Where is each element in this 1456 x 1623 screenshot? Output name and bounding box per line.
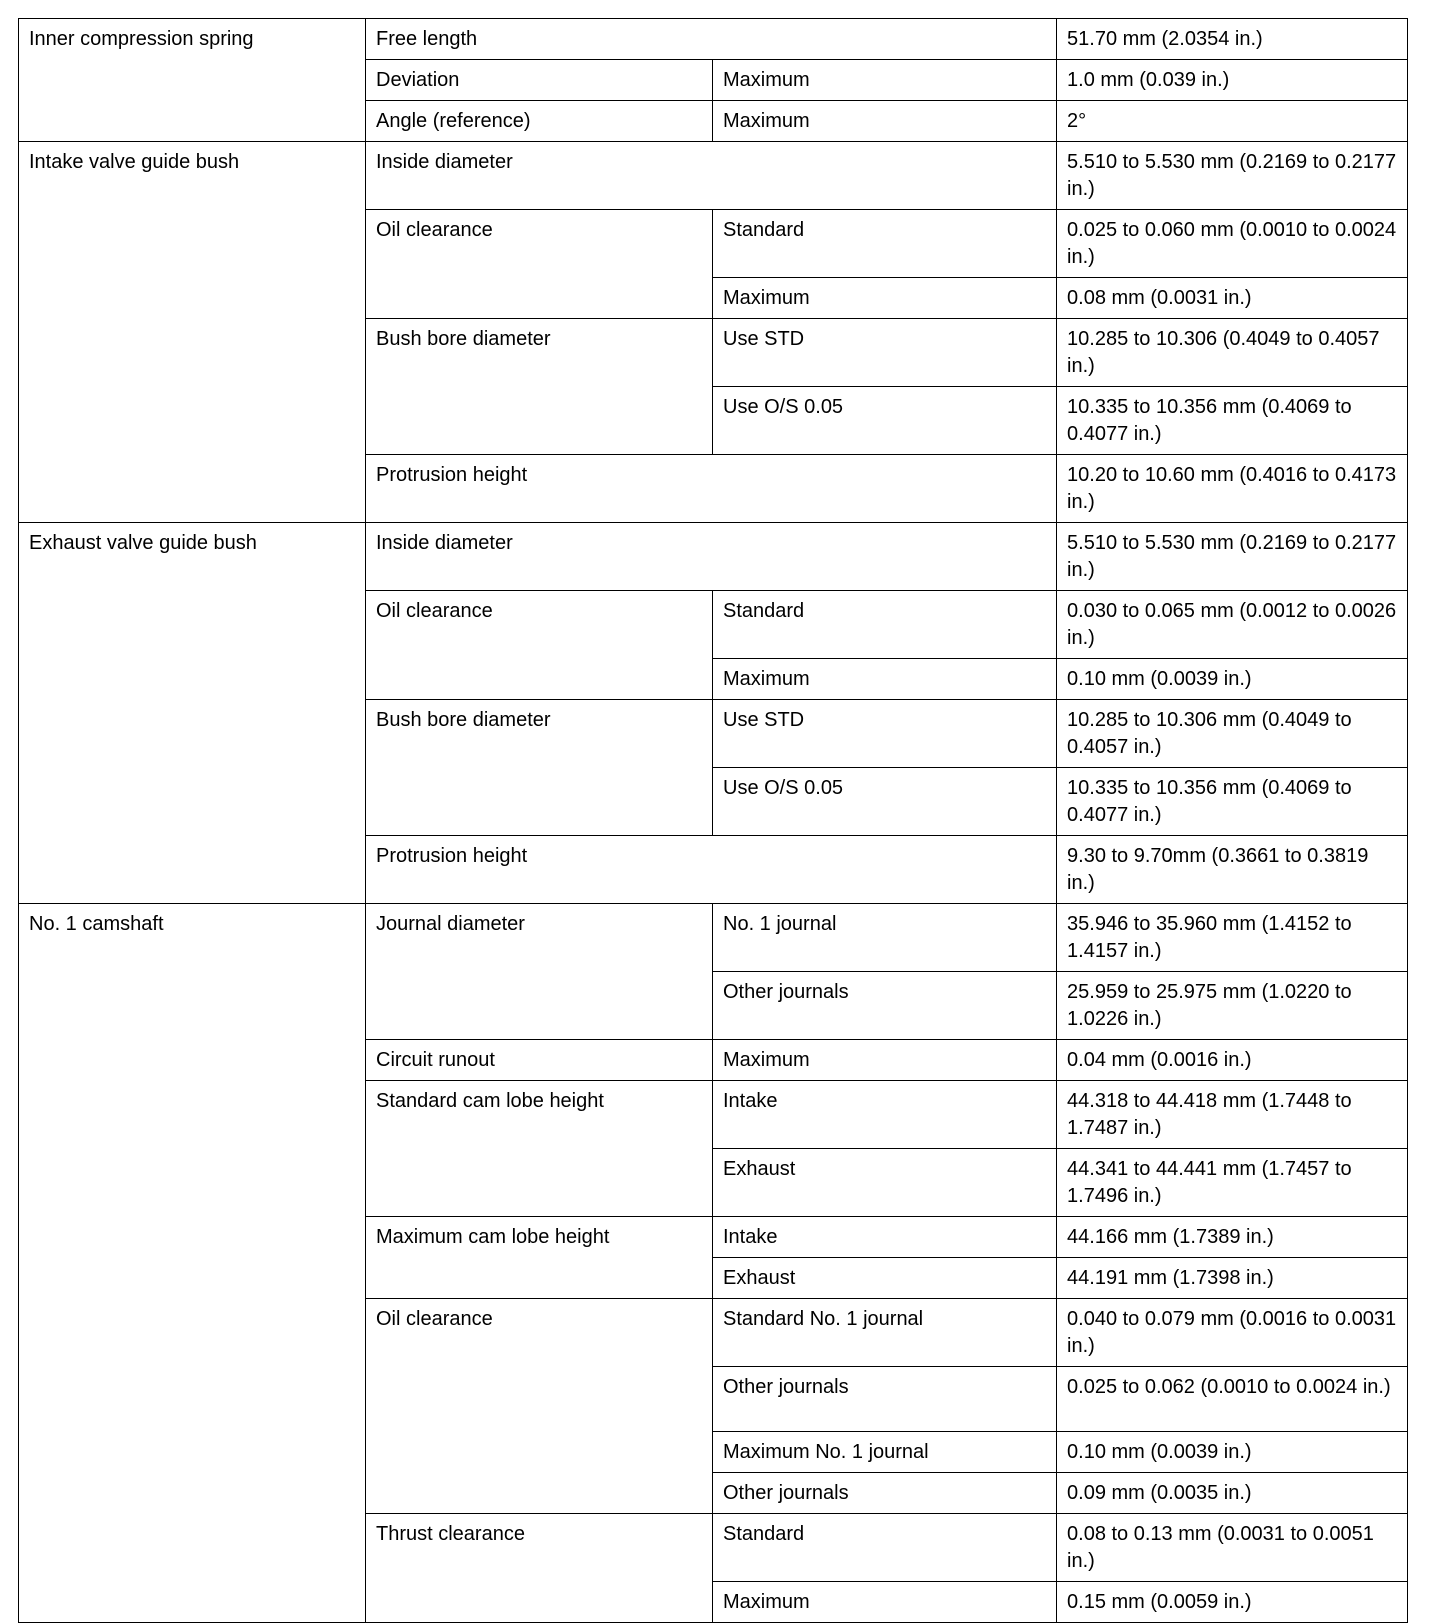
condition-cell: Maximum xyxy=(713,101,1057,142)
component-cell: No. 1 camshaft xyxy=(19,904,366,1623)
value-cell: 10.285 to 10.306 (0.4049 to 0.4057 in.) xyxy=(1057,319,1408,387)
condition-cell: Maximum xyxy=(713,659,1057,700)
component-cell: Intake valve guide bush xyxy=(19,142,366,523)
value-cell: 2° xyxy=(1057,101,1408,142)
item-cell: Thrust clearance xyxy=(366,1514,713,1623)
value-cell: 0.10 mm (0.0039 in.) xyxy=(1057,1432,1408,1473)
condition-cell: No. 1 journal xyxy=(713,904,1057,972)
value-cell: 51.70 mm (2.0354 in.) xyxy=(1057,19,1408,60)
condition-cell: Standard xyxy=(713,591,1057,659)
item-cell: Oil clearance xyxy=(366,591,713,700)
item-cell: Oil clearance xyxy=(366,1299,713,1514)
table-row xyxy=(19,19,1408,60)
value-cell: 0.10 mm (0.0039 in.) xyxy=(1057,659,1408,700)
value-cell: 0.08 mm (0.0031 in.) xyxy=(1057,278,1408,319)
value-cell: 44.166 mm (1.7389 in.) xyxy=(1057,1217,1408,1258)
condition-cell: Exhaust xyxy=(713,1258,1057,1299)
value-cell: 0.025 to 0.060 mm (0.0010 to 0.0024 in.) xyxy=(1057,210,1408,278)
spec-table xyxy=(18,18,1408,1623)
item-cell: Circuit runout xyxy=(366,1040,713,1081)
condition-cell: Intake xyxy=(713,1081,1057,1149)
value-cell: 0.025 to 0.062 (0.0010 to 0.0024 in.) xyxy=(1057,1367,1408,1432)
value-cell: 44.341 to 44.441 mm (1.7457 to 1.7496 in.) xyxy=(1057,1149,1408,1217)
condition-cell: Maximum xyxy=(713,60,1057,101)
value-cell: 1.0 mm (0.039 in.) xyxy=(1057,60,1408,101)
value-cell: 44.191 mm (1.7398 in.) xyxy=(1057,1258,1408,1299)
item-cell: Protrusion height xyxy=(366,455,1057,523)
item-cell: Journal diameter xyxy=(366,904,713,1040)
condition-cell: Other journals xyxy=(713,972,1057,1040)
item-cell: Deviation xyxy=(366,60,713,101)
component-cell: Inner compression spring xyxy=(19,19,366,142)
condition-cell: Use STD xyxy=(713,700,1057,768)
condition-cell: Use O/S 0.05 xyxy=(713,387,1057,455)
table-row xyxy=(19,904,1408,972)
item-cell: Free length xyxy=(366,19,1057,60)
value-cell: 0.15 mm (0.0059 in.) xyxy=(1057,1582,1408,1623)
condition-cell: Maximum xyxy=(713,1040,1057,1081)
condition-cell: Intake xyxy=(713,1217,1057,1258)
condition-cell: Standard xyxy=(713,1514,1057,1582)
condition-cell: Standard No. 1 journal xyxy=(713,1299,1057,1367)
value-cell: 10.285 to 10.306 mm (0.4049 to 0.4057 in.) xyxy=(1057,700,1408,768)
item-cell: Protrusion height xyxy=(366,836,1057,904)
item-cell: Bush bore diameter xyxy=(366,700,713,836)
component-cell: Exhaust valve guide bush xyxy=(19,523,366,904)
value-cell: 25.959 to 25.975 mm (1.0220 to 1.0226 in.) xyxy=(1057,972,1408,1040)
value-cell: 0.09 mm (0.0035 in.) xyxy=(1057,1473,1408,1514)
value-cell: 10.335 to 10.356 mm (0.4069 to 0.4077 in.) xyxy=(1057,768,1408,836)
table-row xyxy=(19,142,1408,210)
value-cell: 0.030 to 0.065 mm (0.0012 to 0.0026 in.) xyxy=(1057,591,1408,659)
value-cell: 35.946 to 35.960 mm (1.4152 to 1.4157 in.) xyxy=(1057,904,1408,972)
table-row xyxy=(19,523,1408,591)
item-cell: Maximum cam lobe height xyxy=(366,1217,713,1299)
condition-cell: Other journals xyxy=(713,1367,1057,1432)
condition-cell: Exhaust xyxy=(713,1149,1057,1217)
item-cell: Inside diameter xyxy=(366,142,1057,210)
condition-cell: Maximum xyxy=(713,1582,1057,1623)
condition-cell: Use STD xyxy=(713,319,1057,387)
value-cell: 0.04 mm (0.0016 in.) xyxy=(1057,1040,1408,1081)
item-cell: Standard cam lobe height xyxy=(366,1081,713,1217)
value-cell: 9.30 to 9.70mm (0.3661 to 0.3819 in.) xyxy=(1057,836,1408,904)
item-cell: Bush bore diameter xyxy=(366,319,713,455)
item-cell: Oil clearance xyxy=(366,210,713,319)
condition-cell: Use O/S 0.05 xyxy=(713,768,1057,836)
value-cell: 0.08 to 0.13 mm (0.0031 to 0.0051 in.) xyxy=(1057,1514,1408,1582)
condition-cell: Maximum xyxy=(713,278,1057,319)
item-cell: Inside diameter xyxy=(366,523,1057,591)
condition-cell: Standard xyxy=(713,210,1057,278)
value-cell: 5.510 to 5.530 mm (0.2169 to 0.2177 in.) xyxy=(1057,142,1408,210)
value-cell: 5.510 to 5.530 mm (0.2169 to 0.2177 in.) xyxy=(1057,523,1408,591)
item-cell: Angle (reference) xyxy=(366,101,713,142)
value-cell: 10.335 to 10.356 mm (0.4069 to 0.4077 in.) xyxy=(1057,387,1408,455)
condition-cell: Other journals xyxy=(713,1473,1057,1514)
condition-cell: Maximum No. 1 journal xyxy=(713,1432,1057,1473)
value-cell: 0.040 to 0.079 mm (0.0016 to 0.0031 in.) xyxy=(1057,1299,1408,1367)
value-cell: 10.20 to 10.60 mm (0.4016 to 0.4173 in.) xyxy=(1057,455,1408,523)
value-cell: 44.318 to 44.418 mm (1.7448 to 1.7487 in.) xyxy=(1057,1081,1408,1149)
